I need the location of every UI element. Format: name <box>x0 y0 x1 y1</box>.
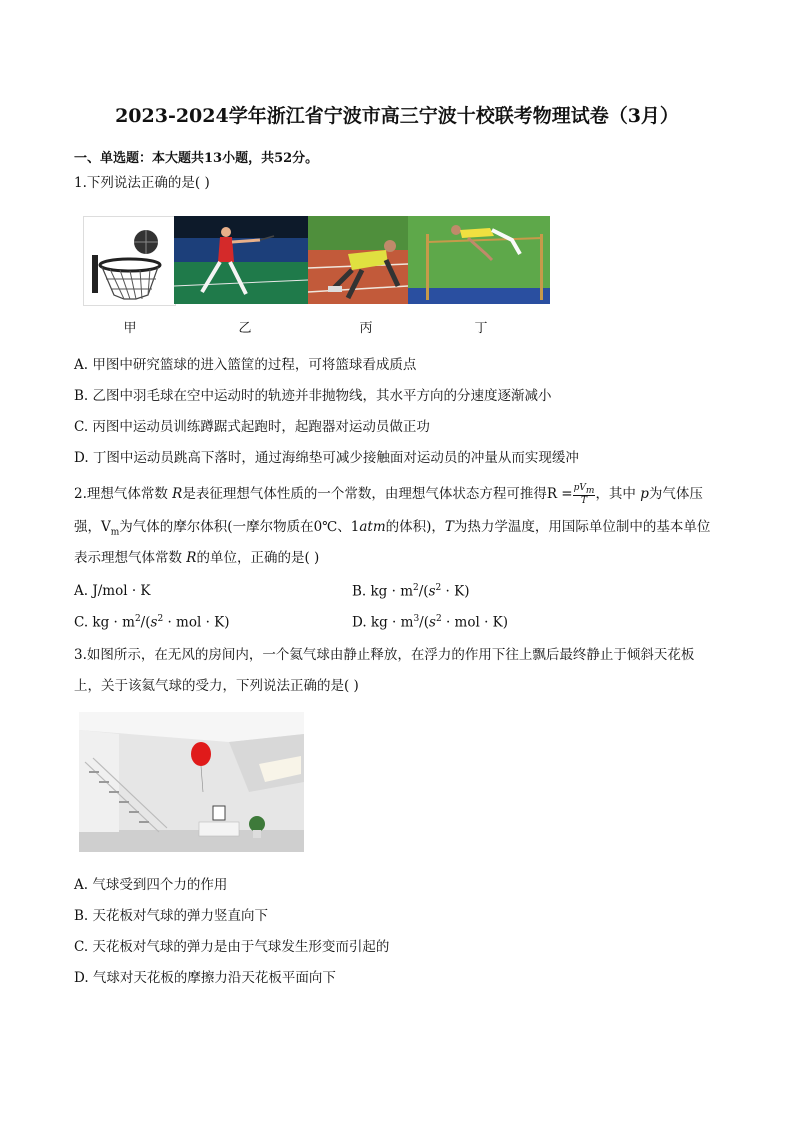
q3-option-b: B. 天花板对气球的弹力竖直向下 <box>74 908 269 924</box>
q1-stem: 1.下列说法正确的是( ) <box>74 175 210 191</box>
q3-line1: 3.如图所示，在无风的房间内，一个氦气球由静止释放，在浮力的作用下往上飘后最终静止于倾斜天花板 <box>74 647 695 663</box>
caption-bing: 丙 <box>359 321 373 336</box>
q1-option-d: D. 丁图中运动员跳高下落时，通过海绵垫可减少接触面对运动员的冲量从而实现缓冲 <box>74 450 579 466</box>
q1-option-b: B. 乙图中羽毛球在空中运动时的轨迹并非抛物线，其水平方向的分速度逐渐减小 <box>74 388 552 404</box>
q2-line3: 表示理想气体常数 R的单位，正确的是( ) <box>74 550 320 566</box>
q2-option-b: B. kg · $m^2/(s^2 \cdot K)$ <box>352 583 470 600</box>
badminton-image <box>174 216 308 304</box>
q3-option-d: D. 气球对天花板的摩擦力沿天花板平面向下 <box>74 970 336 986</box>
page-title: 2023-2024学年浙江省宁波市高三宁波十校联考物理试卷（3月） <box>115 105 679 127</box>
caption-jia: 甲 <box>123 321 137 336</box>
high-jump-image <box>408 216 550 304</box>
caption-yi: 乙 <box>238 321 252 336</box>
q3-line2: 上，关于该氦气球的受力，下列说法正确的是( ) <box>74 678 359 694</box>
q3-option-c: C. 天花板对气球的弹力是由于气球发生形变而引起的 <box>74 939 390 955</box>
q2-option-a: A. J/mol · K <box>74 583 151 599</box>
balloon-room-image <box>79 712 304 852</box>
caption-ding: 丁 <box>474 321 488 336</box>
q1-option-a: A. 甲图中研究篮球的进入篮筐的过程，可将篮球看成质点 <box>74 357 417 373</box>
basketball-image <box>83 216 176 306</box>
gas-formula-fraction: $\frac{pV_m}{T}$ <box>573 482 595 507</box>
q3-option-a: A. 气球受到四个力的作用 <box>74 877 228 893</box>
q2-line2: 强，$V_m$为气体的摩尔体积(一摩尔物质在0℃、1atm的体积)，T为热力学温度，用国际单位制中的基本单位 <box>74 519 711 538</box>
section-heading: 一、单选题：本大题共13小题，共52分。 <box>74 151 319 166</box>
q2-line1: 2.理想气体常数 R是表征理想气体性质的一个常数，由理想气体状态方程可推得R = $\frac{pV_m}{T}$，其中 p为气体压 <box>74 482 703 507</box>
q2-option-c: C. kg · $m^2/(s^2$ · mol · K) <box>74 614 230 631</box>
sprint-start-image <box>308 216 408 304</box>
q1-option-c: C. 丙图中运动员训练蹲踞式起跑时，起跑器对运动员做正功 <box>74 419 430 435</box>
q2-option-d: D. kg · $m^3/(s^2$ · mol · K) <box>352 614 509 631</box>
